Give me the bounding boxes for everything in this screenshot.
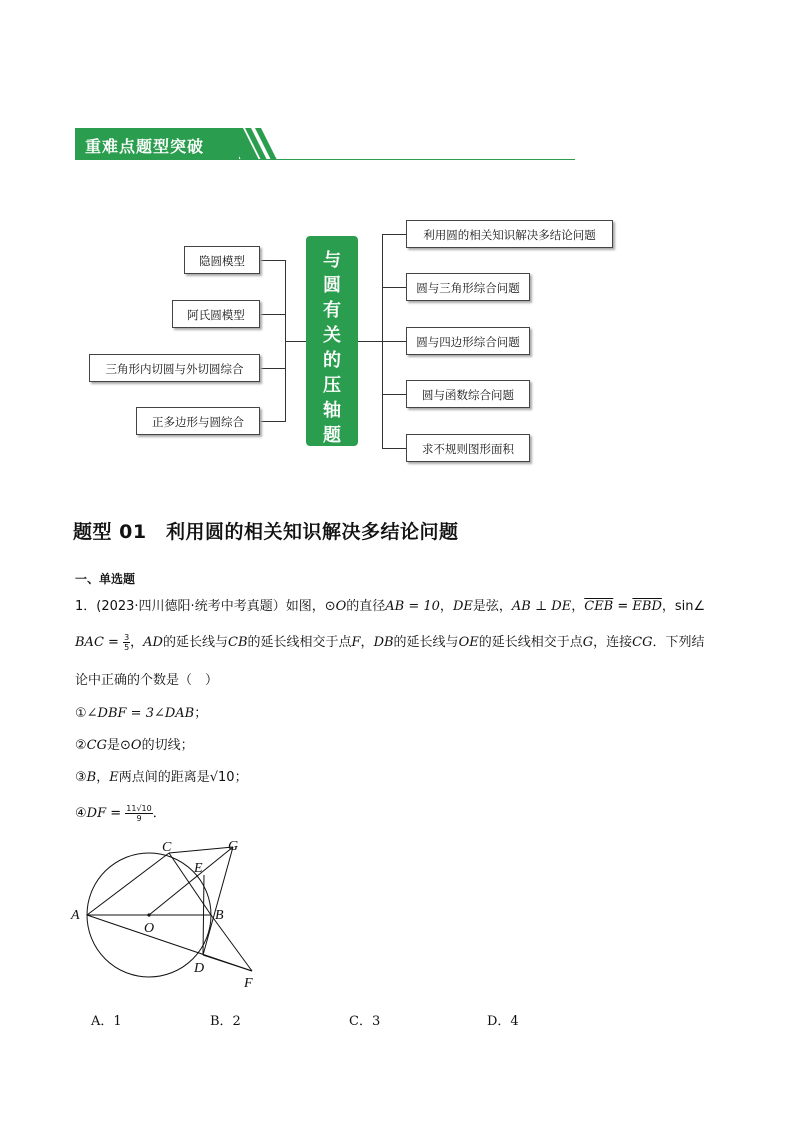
math: CG [632, 635, 653, 650]
label-a: A [71, 908, 80, 923]
text: ，连接 [593, 635, 633, 650]
mindmap-center [306, 236, 358, 446]
math: BAC [75, 635, 104, 650]
text: ； [194, 706, 208, 721]
math: F [351, 635, 361, 650]
text: 的延长线与 [162, 635, 228, 650]
option-c[interactable]: C．3 [349, 1014, 381, 1029]
banner-rule [75, 159, 575, 160]
text: ， [130, 635, 144, 650]
text: ， [439, 599, 453, 614]
text: 两点间的距离是 [118, 770, 210, 785]
mindmap-center-char: 有 [323, 300, 341, 321]
label-c: C [162, 840, 172, 855]
option-b[interactable]: B．2 [210, 1014, 241, 1029]
mindmap-node-left: 正多边形与圆综合 [136, 407, 260, 435]
text: ．下列结 [652, 635, 705, 650]
text: ． [152, 806, 166, 821]
numerator: 3 [124, 633, 130, 642]
math: √10 [209, 770, 235, 785]
mindmap-center-char: 圆 [323, 275, 341, 296]
statement-2 [75, 734, 194, 753]
mindmap-node-right: 利用圆的相关知识解决多结论问题 [406, 220, 613, 248]
math: DE [452, 599, 473, 614]
math: E [109, 770, 119, 785]
math: O [130, 738, 142, 753]
mindmap-node-right: 圆与四边形综合问题 [406, 327, 530, 355]
math: CB [228, 635, 248, 650]
mindmap-center-char: 压 [323, 375, 341, 396]
question-line-1 [75, 595, 705, 614]
statement-1 [75, 702, 207, 721]
arc: $\overline{EBD}$ [632, 599, 662, 614]
mindmap-center-char: 与 [323, 250, 341, 271]
math: O [335, 599, 347, 614]
banner-title: 重难点题型突破 [85, 137, 205, 156]
mindmap-node-left: 隐圆模型 [184, 246, 260, 274]
denominator: 9 [136, 814, 142, 823]
segment-ac [87, 853, 169, 915]
section-banner [75, 128, 575, 162]
question-line-2 [75, 631, 705, 652]
banner-stripes-icon [225, 128, 355, 161]
denominator: 5 [124, 643, 130, 652]
text: 1．(2023·四川德阳·统考中考真题）如图，⊙ [75, 599, 336, 614]
segment-og [149, 847, 233, 915]
label-e: E [194, 861, 203, 876]
label-b: B [215, 908, 224, 923]
text: 是弦， [472, 599, 512, 614]
section-subheading: 一、单选题 [75, 572, 136, 586]
math: CG [86, 738, 107, 753]
segment-bf [211, 915, 252, 971]
label-g: G [228, 839, 239, 854]
text: 的切线； [141, 738, 194, 753]
text: ④ [75, 806, 87, 821]
text: 的延长线相交于点 [247, 635, 352, 650]
text: ， [96, 770, 110, 785]
text: ③ [75, 770, 87, 785]
math: DB [373, 635, 394, 650]
text: ② [75, 738, 87, 753]
mindmap-center-char: 轴 [323, 400, 341, 421]
label-d: D [194, 961, 205, 976]
math: AB ⊥ DE [511, 599, 572, 614]
numerator: 11√10 [126, 804, 152, 813]
statement-3 [75, 766, 248, 785]
text: ① [75, 706, 87, 721]
mindmap-node-left: 阿氏圆模型 [172, 300, 260, 328]
math: AD [143, 635, 163, 650]
text: 是⊙ [107, 738, 131, 753]
text: 的延长线相交于点 [478, 635, 583, 650]
segment-cb [169, 853, 211, 915]
text: = [106, 806, 126, 821]
text: ， [571, 599, 585, 614]
math: B [86, 770, 97, 785]
mindmap-node-right: 圆与三角形综合问题 [406, 273, 530, 301]
text: 的直径 [346, 599, 386, 614]
mindmap-node-right: 圆与函数综合问题 [406, 380, 530, 408]
math: DF [86, 806, 107, 821]
mindmap-center-char: 的 [323, 350, 341, 371]
math: ∠DBF = 3∠DAB [86, 706, 195, 721]
question-line-3: 论中正确的个数是（ ） [75, 673, 219, 688]
label-o: O [144, 921, 155, 936]
center-point [147, 913, 150, 916]
geometry-figure [65, 835, 280, 995]
text: = [103, 635, 124, 650]
mindmap-center-char: 关 [323, 325, 341, 346]
mindmap-node-left: 三角形内切圆与外切圆综合 [89, 354, 260, 382]
section-heading: 题型 01 利用圆的相关知识解决多结论问题 [73, 521, 459, 543]
arc: $\overline{CEB}$ [584, 599, 614, 614]
option-a[interactable]: A．1 [91, 1014, 122, 1029]
text: ， [360, 635, 374, 650]
fraction [125, 804, 152, 823]
option-d[interactable]: D．4 [487, 1014, 519, 1029]
statement-4 [75, 802, 166, 823]
text: ； [234, 770, 248, 785]
segment-df [203, 955, 252, 971]
math: G [582, 635, 594, 650]
math: AB = 10 [385, 599, 440, 614]
mindmap-node-right: 求不规则图形面积 [406, 434, 530, 462]
text: ，sin∠ [661, 599, 706, 614]
text: = [613, 599, 633, 614]
label-f: F [244, 976, 253, 991]
math: OE [458, 635, 479, 650]
segment-cg [169, 847, 233, 853]
text: 的延长线与 [393, 635, 459, 650]
mindmap-center-char: 题 [323, 425, 341, 446]
